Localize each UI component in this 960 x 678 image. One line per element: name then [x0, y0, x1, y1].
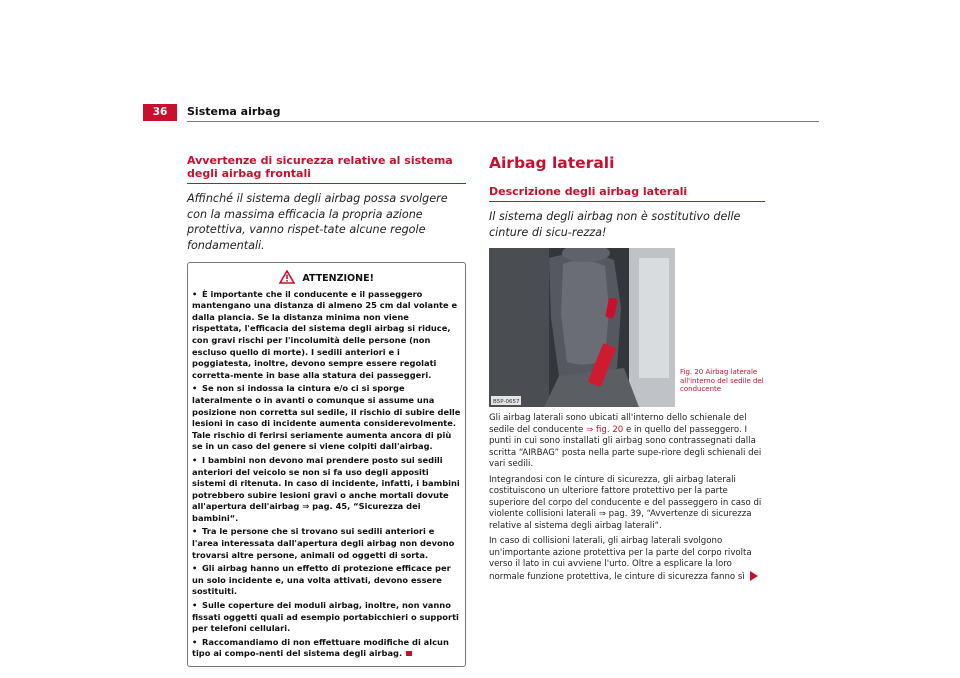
continue-arrow-icon [750, 571, 758, 581]
page-number: 36 [143, 104, 177, 121]
paragraph: Integrandosi con le cinture di sicurezza, gli airbag laterali costituiscono un ulteriore fattore protettivo per la parte superiore del corpo del conducente e del passeggero in caso di violente collisioni laterali ⇒ pag. 39, “Avvertenze di sicurezza relative al sistema degli airbag laterali“. [489, 474, 762, 531]
end-square-icon [406, 651, 412, 656]
figure-caption: Fig. 20 Airbag laterale all'interno del sedile del conducente [680, 368, 764, 394]
warning-item: • Tra le persone che si trovano sui sedili anteriori e l'area interessata dall'apertura degli airbag non devono trovarsi altre persone, animali od oggetti di sorta. [192, 526, 455, 560]
warning-item: • I bambini non devono mai prendere posto sui sedili anteriori del veicolo se non si fa uso degli appositi sistemi di ritenuta. In caso di incidente, infatti, i bambini potrebbero subire lesioni gravi o anche mortali dovute all'apertura dell'airbag ⇒ pag. 45, “Sicurezza dei bambini“. [192, 454, 460, 523]
warning-header [192, 270, 461, 285]
header-divider [187, 121, 819, 122]
warning-item: • Se non si indossa la cintura e/o ci si sporge lateralmente o in avanti o comunque si assume una posizione non corretta sul sedile, il rischio di subire delle lesioni in caso di incidente aumenta considerevolmente. Tale rischio di ferirsi seriamente aumenta ancora di più se in un caso del genere si viene colpiti dall'airbag. [192, 383, 461, 452]
subsection-underline [489, 201, 765, 202]
warning-title: ATTENZIONE! [302, 273, 374, 284]
seat-airbag-photo [489, 248, 675, 407]
warning-item: • Sulle coperture dei moduli airbag, inoltre, non vanno fissati oggetti quali ad esempio portabicchieri o supporti per telefoni cellulari. [192, 600, 459, 634]
subsection-title: Descrizione degli airbag laterali [489, 185, 688, 198]
figure-reference-link[interactable]: ⇒ fig. 20 [586, 424, 624, 435]
warning-triangle-icon [279, 273, 302, 284]
running-title: Sistema airbag [187, 105, 281, 118]
warning-item: • Gli airbag hanno un effetto di protezione efficace per un solo incidente e, una volta attivati, devono essere sostituiti. [192, 563, 451, 597]
left-column [187, 154, 466, 667]
figure-block [489, 248, 765, 408]
paragraph: Gli airbag laterali sono ubicati all'interno dello schienale del sedile del conducente ⇒ fig. 20 e in quello del passeggero. I punti in cui sono installati gli airbag sono contrassegnati dalla scritta “AIRBAG” posta nella parte supe-riore degli schienali dei vari sedili. [489, 413, 762, 469]
right-column [489, 154, 765, 587]
heading-underline [187, 183, 466, 184]
section-title: Airbag laterali [489, 154, 615, 172]
section-heading-frontal: Avvertenze di sicurezza relative al sistema degli airbag frontali [187, 154, 453, 180]
subsection-intro: Il sistema degli airbag non è sostitutivo delle cinture di sicu-rezza! [489, 210, 741, 239]
warning-item: • Raccomandiamo di non effettuare modifiche di alcun tipo ai compo-nenti del sistema degli airbag. [192, 636, 449, 659]
body-text [489, 413, 765, 583]
intro-text: Affinché il sistema degli airbag possa svolgere con la massima efficacia la propria azione protettiva, vanno rispet-tate alcune regole fondamentali. [187, 192, 448, 252]
paragraph: In caso di collisioni laterali, gli airbag laterali svolgono un'importante azione protettiva per la parte del corpo rivolta verso il lato in cui avviene l'urto. Oltre a esplicare la loro normale funzione protettiva, le cinture di sicurezza fanno sì [489, 536, 765, 583]
warning-box [187, 262, 466, 667]
warning-item: • È importante che il conducente e il passeggero mantengano una distanza di almeno 25 cm dal volante e dalla plancia. Se la distanza minima non viene rispettata, l'efficacia del sistema degli airbag si riduce, con gravi rischi per l'incolumità delle persone (non escluso quello di morte). I sedili anteriori e i poggiatesta, inoltre, devono sempre essere regolati corretta-mente in base alla statura dei passeggeri. [192, 288, 458, 380]
figure-code: B5P-0657 [493, 399, 520, 405]
